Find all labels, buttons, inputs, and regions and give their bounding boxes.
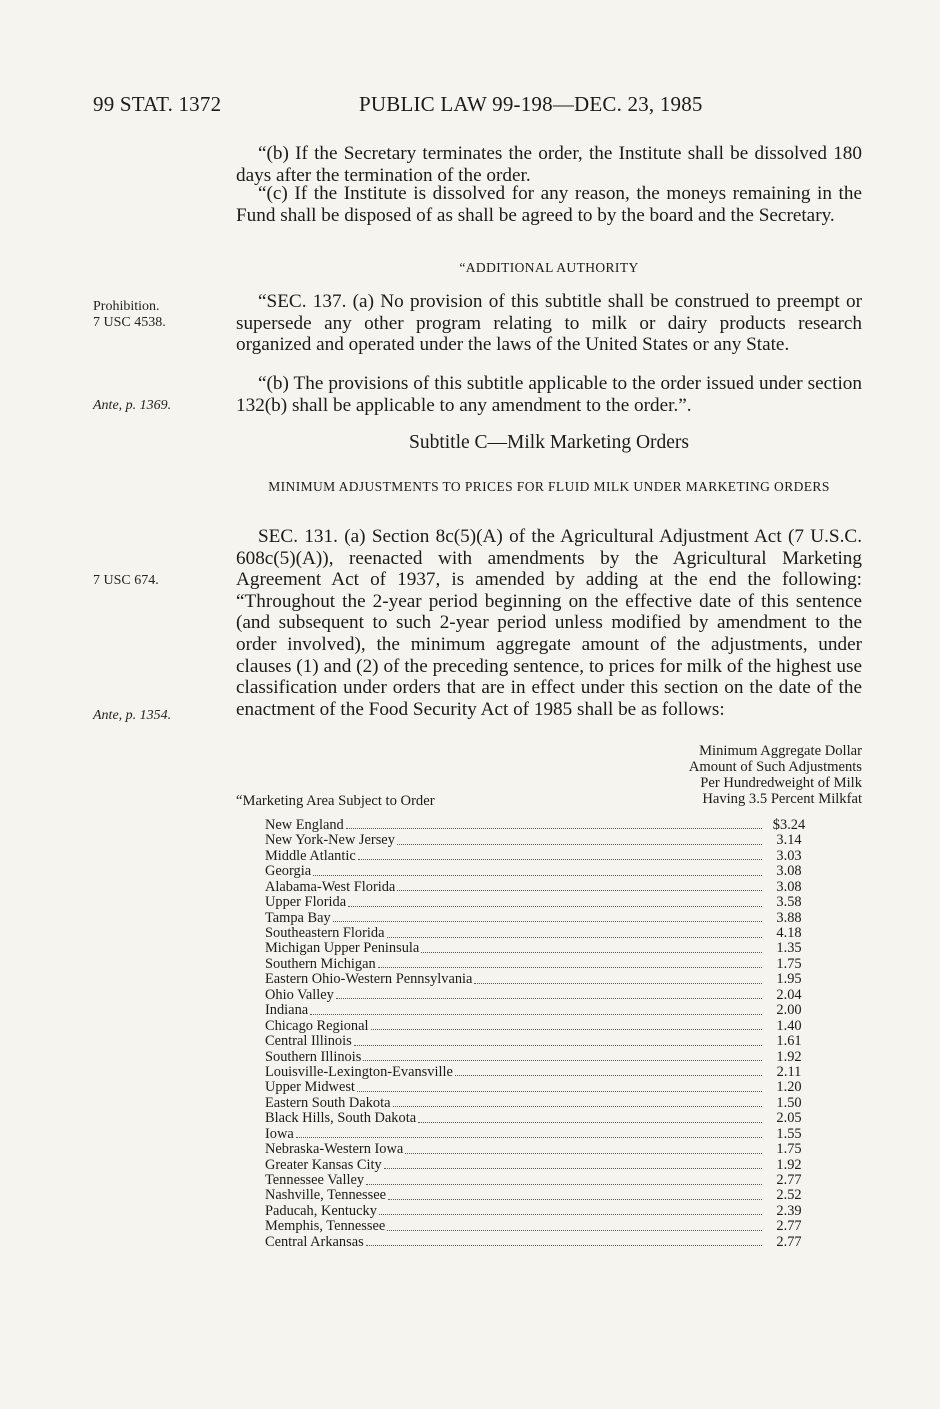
dot-leader	[336, 998, 762, 999]
table-row	[265, 1189, 812, 1204]
adjustment-amount: 2.52	[776, 1187, 802, 1204]
adjustment-amount: 3.58	[776, 894, 802, 911]
marketing-area-name: New York-New Jersey	[265, 832, 395, 849]
dot-leader	[405, 1153, 762, 1154]
section-131: SEC. 131. (a) Section 8c(5)(A) of the Agricultural Adjustment Act (7 U.S.C. 608c(5)(A)), reenacted with amendments by the Agricultural Marketing Agreement Act of 1937, is amended by adding at the end the following: “Throughout the 2-year period beginning on the effective date of this sentence (and subsequent to such 2-year period unless modified by amendment to the order involved), the minimum aggregate amount of the adjustments, under clauses (1) and (2) of the preceding sentence, to prices for milk of the highest use classification under orders that are in effect under this section on the date of the enactment of the Food Security Act of 1985 shall be as follows:	[236, 526, 862, 720]
dot-leader	[378, 967, 762, 968]
adjustment-amount: 1.61	[776, 1033, 802, 1050]
adjustment-amount: 2.77	[776, 1233, 802, 1250]
table-row	[265, 926, 812, 941]
amount-header-line-2: Amount of Such Adjustments	[688, 759, 862, 775]
additional-authority-heading: “ADDITIONAL AUTHORITY	[459, 260, 639, 275]
section-131-block	[236, 526, 862, 720]
dot-leader	[358, 859, 762, 860]
table-row	[265, 818, 812, 833]
marketing-area-name: Iowa	[265, 1125, 294, 1142]
table-row	[265, 833, 812, 848]
section-137a: “SEC. 137. (a) No provision of this subtitle shall be construed to preempt or supersede any other program relating to milk or dairy products research organized and operated under the laws of the United States or any State.	[236, 291, 862, 356]
margin-note-ante-1369: Ante, p. 1369.	[93, 398, 172, 413]
table-row	[265, 1034, 812, 1049]
adjustment-amount: 1.50	[776, 1094, 802, 1111]
adjustment-amount: 1.95	[776, 971, 802, 988]
table-row	[265, 1127, 812, 1142]
dot-leader	[296, 1137, 762, 1138]
paragraph-c: “(c) If the Institute is dissolved for any reason, the moneys remaining in the Fund shall be disposed of as shall be agreed to by the board and the Secretary.	[236, 183, 862, 226]
area-column-header: “Marketing Area Subject to Order	[236, 793, 435, 809]
amount-column-header	[689, 743, 862, 807]
paragraph-b: “(b) If the Secretary terminates the order, the Institute shall be dissolved 180 days after the termination of the order.	[236, 143, 862, 186]
adjustment-amount: 2.77	[776, 1218, 802, 1235]
marketing-area-name: Southeastern Florida	[265, 925, 385, 942]
table-header	[236, 743, 862, 813]
marketing-area-name: Paducah, Kentucky	[265, 1202, 377, 1219]
dot-leader	[333, 921, 762, 922]
marketing-area-name: Southern Michigan	[265, 955, 376, 972]
minimum-adjustments-heading-block	[236, 478, 862, 496]
marketing-area-name: Central Illinois	[265, 1033, 352, 1050]
table-row	[265, 1142, 812, 1157]
adjustment-amount: 1.75	[776, 955, 802, 972]
marketing-area-name: Greater Kansas City	[265, 1156, 382, 1173]
adjustment-amount: 1.92	[776, 1048, 802, 1065]
marketing-area-name: Eastern South Dakota	[265, 1094, 391, 1111]
dot-leader	[397, 844, 762, 845]
table-row	[265, 895, 812, 910]
paragraph-b-block	[236, 143, 862, 186]
margin-note-usc-4538: 7 USC 4538.	[93, 315, 166, 330]
dot-leader	[455, 1075, 762, 1076]
dot-leader	[357, 1091, 762, 1092]
dot-leader	[418, 1122, 762, 1123]
dot-leader	[379, 1214, 762, 1215]
table-row	[265, 1235, 812, 1250]
adjustment-amount: $3.24	[772, 816, 806, 833]
dot-leader	[474, 983, 762, 984]
marketing-area-name: Black Hills, South Dakota	[265, 1110, 417, 1127]
paragraph-c-block	[236, 183, 862, 226]
table-row	[265, 1096, 812, 1111]
table-row	[265, 1065, 812, 1080]
margin-note-ante-1354: Ante, p. 1354.	[93, 708, 172, 723]
marketing-area-name: Middle Atlantic	[265, 847, 356, 864]
adjustment-amount: 3.08	[776, 863, 802, 880]
table-row	[265, 880, 812, 895]
marketing-area-name: Upper Midwest	[265, 1079, 355, 1096]
subtitle-c-heading: Subtitle C—Milk Marketing Orders	[408, 432, 690, 453]
dot-leader	[366, 1245, 762, 1246]
table-row	[265, 1204, 812, 1219]
adjustment-amount: 2.04	[776, 986, 802, 1003]
adjustment-amount: 1.20	[776, 1079, 802, 1096]
marketing-area-name: New England	[265, 816, 344, 833]
stat-reference: 99 STAT. 1372	[93, 92, 222, 116]
adjustment-amount: 1.40	[776, 1017, 802, 1034]
marketing-area-name: Eastern Ohio-Western Pennsylvania	[265, 971, 473, 988]
adjustment-amount: 2.11	[776, 1063, 802, 1080]
adjustment-amount: 2.77	[776, 1172, 802, 1189]
dot-leader	[310, 1014, 762, 1015]
dot-leader	[388, 1199, 762, 1200]
dot-leader	[354, 1045, 762, 1046]
section-137b: “(b) The provisions of this subtitle applicable to the order issued under section 132(b) shall be applicable to any amendment to the order.”.	[236, 373, 862, 416]
dot-leader	[371, 1029, 762, 1030]
marketing-area-name: Upper Florida	[265, 894, 347, 911]
table-row	[265, 1219, 812, 1234]
table-row	[265, 849, 812, 864]
marketing-area-name: Southern Illinois	[265, 1048, 362, 1065]
marketing-area-name: Nashville, Tennessee	[265, 1187, 387, 1204]
adjustment-amount: 1.55	[776, 1125, 802, 1142]
marketing-area-name: Indiana	[265, 1002, 309, 1019]
dot-leader	[363, 1060, 762, 1061]
marketing-area-name: Louisville-Lexington-Evansville	[265, 1063, 453, 1080]
marketing-area-name: Georgia	[265, 863, 312, 880]
dot-leader	[348, 906, 762, 907]
table-row	[265, 864, 812, 879]
adjustment-amount: 2.05	[776, 1110, 802, 1127]
adjustment-amount: 2.00	[776, 1002, 802, 1019]
dot-leader	[384, 1168, 762, 1169]
marketing-area-name: Ohio Valley	[265, 986, 334, 1003]
table-row	[265, 1080, 812, 1095]
adjustment-amount: 3.88	[776, 909, 802, 926]
dot-leader	[397, 890, 762, 891]
adjustment-amount: 1.92	[776, 1156, 802, 1173]
margin-note-usc-674: 7 USC 674.	[93, 573, 159, 588]
dot-leader	[387, 937, 762, 938]
table-row	[265, 988, 812, 1003]
dot-leader	[313, 875, 762, 876]
marketing-area-name: Chicago Regional	[265, 1017, 369, 1034]
dot-leader	[387, 1230, 762, 1231]
marketing-area-name: Alabama-West Florida	[265, 878, 396, 895]
dot-leader	[366, 1184, 762, 1185]
margin-note-prohibition: Prohibition.	[93, 299, 160, 314]
minimum-adjustments-heading: MINIMUM ADJUSTMENTS TO PRICES FOR FLUID MILK UNDER MARKETING ORDERS	[268, 479, 830, 494]
dot-leader	[421, 952, 762, 953]
amount-header-line-3: Per Hundredweight of Milk	[700, 775, 862, 791]
adjustment-amount: 3.14	[776, 832, 802, 849]
marketing-area-name: Nebraska-Western Iowa	[265, 1141, 404, 1158]
subtitle-c-block	[236, 432, 862, 454]
dot-leader	[393, 1106, 763, 1107]
table-row	[265, 957, 812, 972]
adjustment-amount: 2.39	[776, 1202, 802, 1219]
public-law-reference: PUBLIC LAW 99-198—DEC. 23, 1985	[359, 92, 703, 116]
dot-leader	[346, 828, 762, 829]
table-row	[265, 911, 812, 926]
adjustment-amount: 1.35	[776, 940, 802, 957]
marketing-area-name: Tennessee Valley	[265, 1172, 365, 1189]
marketing-area-name: Memphis, Tennessee	[265, 1218, 386, 1235]
adjustment-amount: 4.18	[776, 925, 802, 942]
additional-authority-heading-block	[236, 260, 862, 276]
marketing-area-name: Central Arkansas	[265, 1233, 364, 1250]
table-row	[265, 972, 812, 987]
marketing-area-table	[265, 818, 812, 1250]
adjustment-amount: 1.75	[776, 1141, 802, 1158]
table-row	[265, 1050, 812, 1065]
amount-header-line-1: Minimum Aggregate Dollar	[699, 743, 862, 759]
section-137b-block	[236, 373, 862, 416]
adjustment-amount: 3.08	[776, 878, 802, 895]
adjustment-amount: 3.03	[776, 847, 802, 864]
table-row	[265, 1003, 812, 1018]
marketing-area-name: Michigan Upper Peninsula	[265, 940, 420, 957]
table-row	[265, 1111, 812, 1126]
section-137a-block	[236, 291, 862, 356]
table-row	[265, 1019, 812, 1034]
table-row	[265, 1158, 812, 1173]
amount-header-line-4: Having 3.5 Percent Milkfat	[702, 791, 862, 807]
marketing-area-name: Tampa Bay	[265, 909, 331, 926]
table-row	[265, 942, 812, 957]
table-row	[265, 1173, 812, 1188]
